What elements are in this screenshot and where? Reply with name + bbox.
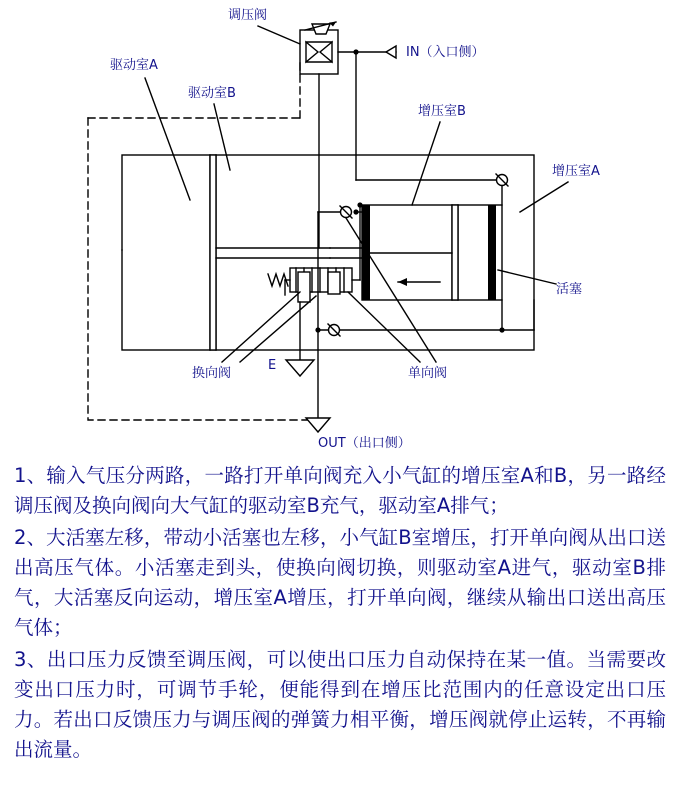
leader-boostB <box>412 122 440 205</box>
junction-dot-inlet <box>353 49 358 54</box>
junction-dot-212 <box>353 209 358 214</box>
label-pressure-regulator-valve: 调压阀 <box>228 8 268 23</box>
small-cylinder-end-left <box>362 205 370 300</box>
small-cylinder-end-right <box>488 205 496 300</box>
junction-dot-chamberA <box>499 327 504 332</box>
exhaust-triangle-e <box>286 360 314 376</box>
large-piston <box>210 155 216 350</box>
label-boost-chamber-a: 增压室A <box>552 164 600 179</box>
leader-piston <box>498 270 556 284</box>
regulator-valve-triangle-2 <box>320 42 332 62</box>
spool-land-right <box>328 272 340 294</box>
label-boost-chamber-b: 增压室B <box>418 104 466 119</box>
description-paragraph-1: 1、输入气压分两路，一路打开单向阀充入小气缸的增压室A和B，另一路经调压阀及换向阀向大气缸的驱动室B充气，驱动室A排气； <box>14 464 666 517</box>
small-piston <box>452 205 458 300</box>
leader-checkvalve-2 <box>346 218 436 362</box>
label-outlet-port: OUT（出口侧） <box>318 436 411 451</box>
label-drive-chamber-a: 驱动室A <box>110 58 158 73</box>
leader-boostA <box>520 182 568 212</box>
label-drive-chamber-b: 驱动室B <box>188 86 236 101</box>
spool-land-left <box>298 272 310 302</box>
label-check-valve: 单向阀 <box>408 366 448 381</box>
label-exhaust-port-e: E <box>268 358 277 373</box>
inlet-triangle <box>386 46 396 58</box>
description-paragraph-2: 2、大活塞左移，带动小活塞也左移，小气缸B室增压，打开单向阀从出口送出高压气体。小活塞走到头，使换向阀切换，则驱动室A进气，驱动室B排气，大活塞反向运动，增压室A增压，打开单向阀，继续从输出口送出高压气体； <box>14 526 666 639</box>
leader-driveA <box>145 78 190 200</box>
outlet-triangle <box>306 418 330 432</box>
leader-directional-2 <box>240 296 316 362</box>
regulator-valve-triangle-1 <box>306 42 318 62</box>
junction-dot-driveB <box>357 202 362 207</box>
leader-checkvalve-1 <box>348 292 420 362</box>
leader-directional-1 <box>222 292 300 362</box>
label-inlet-port: IN（入口侧） <box>406 45 485 60</box>
label-directional-valve: 换向阀 <box>192 366 232 381</box>
description-paragraph-3: 3、出口压力反馈至调压阀，可以使出口压力自动保持在某一值。当需要改变出口压力时，可调节手轮，便能得到在增压比范围内的任意设定出口压力。若出口反馈压力与调压阀的弹簧力相平衡，增压阀就停止运转，不再输出流量。 <box>14 648 666 761</box>
leader-regulator <box>258 26 300 44</box>
description-text-block <box>0 455 680 800</box>
label-piston: 活塞 <box>556 282 583 297</box>
motion-arrowhead <box>398 278 407 286</box>
